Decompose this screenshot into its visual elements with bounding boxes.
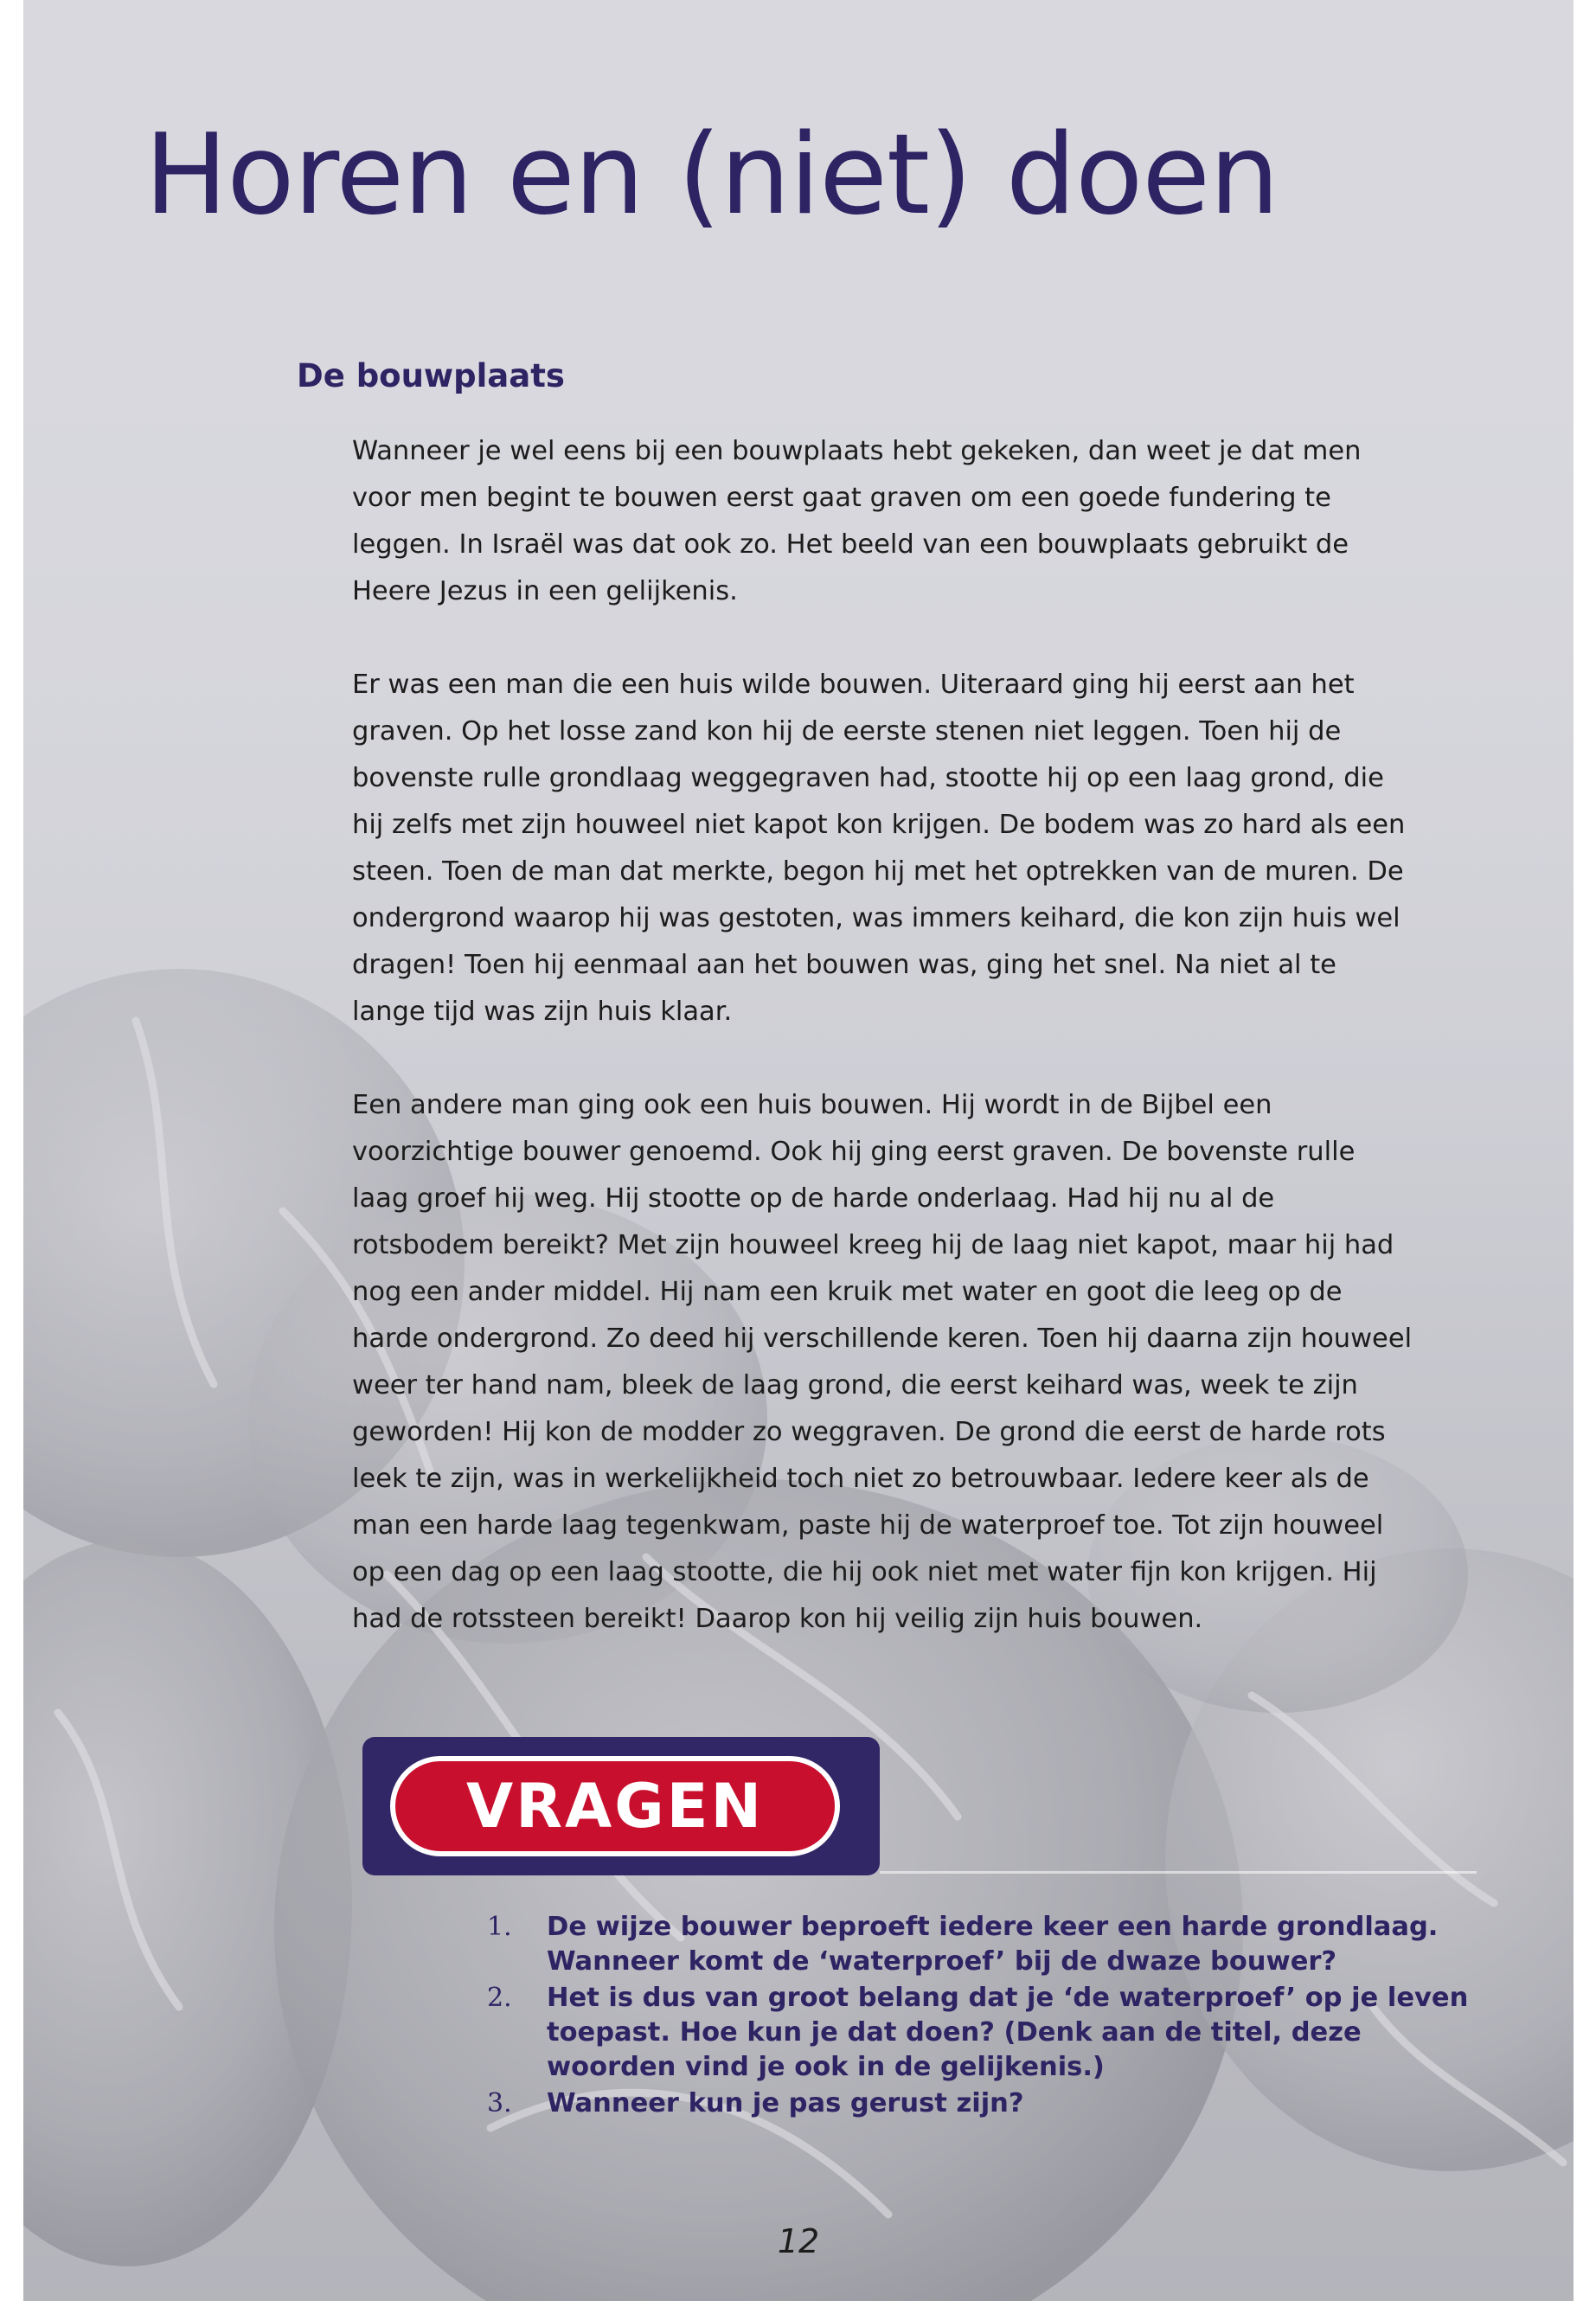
question-item [456, 1981, 1477, 2085]
page [23, 0, 1574, 2301]
question-number: 2. [487, 1983, 512, 2013]
body-text [352, 428, 1416, 1643]
question-text: Het is dus van groot belang dat je ‘de waterproef’ op je leven toepast. Hoe kun je dat doen? (Denk aan de titel, deze woorden vind je ook in de gelijkenis.) [547, 1983, 1469, 2082]
paragraph: Wanneer je wel eens bij een bouwplaats hebt gekeken, dan weet je dat men voor men begint te bouwen eerst gaat graven om een goede fundering te leggen. In Israël was dat ook zo. Het beeld van een bouwplaats gebruikt de Heere Jezus in een gelijkenis. [352, 436, 1362, 606]
question-text: De wijze bouwer beproeft iedere keer een harde grondlaag. Wanneer komt de ‘waterproef’ bij de dwaze bouwer? [547, 1912, 1439, 1977]
vragen-pill [390, 1756, 840, 1856]
page-number: 12 [777, 2222, 820, 2260]
section-heading: De bouwplaats [297, 357, 565, 394]
page-title: Horen en (niet) doen [144, 111, 1279, 240]
question-item [456, 2086, 1477, 2121]
vragen-label: VRAGEN [465, 1771, 765, 1842]
paragraph: Er was een man die een huis wilde bouwen. Uiteraard ging hij eerst aan het graven. Op het losse zand kon hij de eerste stenen niet leggen. Toen hij de bovenste rulle grondlaag weggegraven had, stootte hij op een laag grond, die hij zelfs met zijn houweel niet kapot kon krijgen. De bodem was zo hard als een steen. Toen de man dat merkte, begon hij met het optrekken van de muren. De ondergrond waarop hij was gestoten, was immers keihard, die kon zijn huis wel dragen! Toen hij eenmaal aan het bouwen was, ging het snel. Na niet al te lange tijd was zijn huis klaar. [352, 670, 1406, 1027]
question-number: 3. [487, 2088, 512, 2118]
question-list [456, 1910, 1477, 2123]
question-text: Wanneer kun je pas gerust zijn? [547, 2088, 1024, 2118]
divider [880, 1871, 1477, 1874]
paragraph: Een andere man ging ook een huis bouwen. Hij wordt in de Bijbel een voorzichtige bouwer genoemd. Ook hij ging eerst graven. De bovenste rulle laag groef hij weg. Hij stootte op de harde onderlaag. Had hij nu al de rotsbodem bereikt? Met zijn houweel kreeg hij de laag niet kapot, maar hij had nog een ander middel. Hij nam een kruik met water en goot die leeg op de harde ondergrond. Zo deed hij verschillende keren. Toen hij daarna zijn houweel weer ter hand nam, bleek de laag grond, die eerst keihard was, week te zijn geworden! Hij kon de modder zo weggraven. De grond die eerst de harde rots leek te zijn, was in werkelijkheid toch niet zo betrouwbaar. Iedere keer als de man een harde laag tegenkwam, paste hij de waterproef toe. Tot zijn houweel op een dag op een laag stootte, die hij ook niet met water fijn kon krijgen. Hij had de rotssteen bereikt! Daarop kon hij veilig zijn huis bouwen. [352, 1090, 1413, 1634]
question-number: 1. [487, 1912, 512, 1942]
question-item [456, 1910, 1477, 1979]
